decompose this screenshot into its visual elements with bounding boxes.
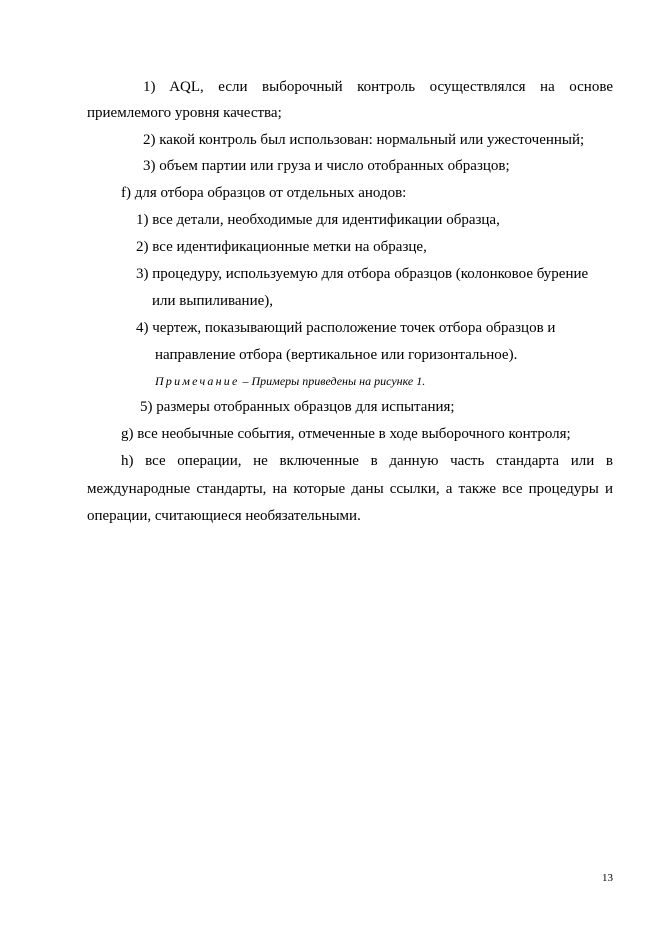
page-number: 13 — [602, 872, 613, 884]
item-1-aql-line-2: приемлемого уровня качества; — [87, 105, 282, 121]
item-f-1-details: 1) все детали, необходимые для идентификации образца, — [136, 212, 500, 228]
item-f-2-marks: 2) все идентификационные метки на образце, — [136, 239, 427, 255]
item-f-3-procedure-line-2: или выпиливание), — [152, 293, 274, 309]
item-3-lot-size: 3) объем партии или груза и число отобранных образцов; — [143, 158, 510, 174]
item-f-3-procedure-line-1: 3) процедуру, используемую для отбора образцов (колонковое бурение — [136, 266, 589, 282]
item-2-control-type: 2) какой контроль был использован: нормальный или ужесточенный; — [143, 132, 585, 148]
item-1-aql-line-1: 1) AQL, если выборочный контроль осуществлялся на основе — [143, 79, 613, 95]
item-h-operations-line-3: операции, считающиеся необязательными. — [87, 508, 361, 524]
item-f-heading: f) для отбора образцов от отдельных анодов: — [121, 185, 407, 201]
item-f-4-drawing-line-1: 4) чертеж, показывающий расположение точек отбора образцов и — [136, 320, 556, 336]
note-text: – Примеры приведены на рисунке 1. — [242, 374, 426, 388]
note — [155, 373, 425, 389]
item-f-5-sample-sizes: 5) размеры отобранных образцов для испытания; — [140, 399, 455, 415]
item-f-4-drawing-line-2: направление отбора (вертикальное или горизонтальное). — [155, 347, 518, 363]
item-h-operations-line-2: международные стандарты, на которые даны ссылки, а также все процедуры и — [87, 481, 613, 497]
item-h-operations-line-1: h) все операции, не включенные в данную часть стандарта или в — [121, 453, 613, 469]
item-g-unusual-events: g) все необычные события, отмеченные в ходе выборочного контроля; — [121, 426, 571, 442]
note-label: Примечание — [155, 374, 240, 388]
